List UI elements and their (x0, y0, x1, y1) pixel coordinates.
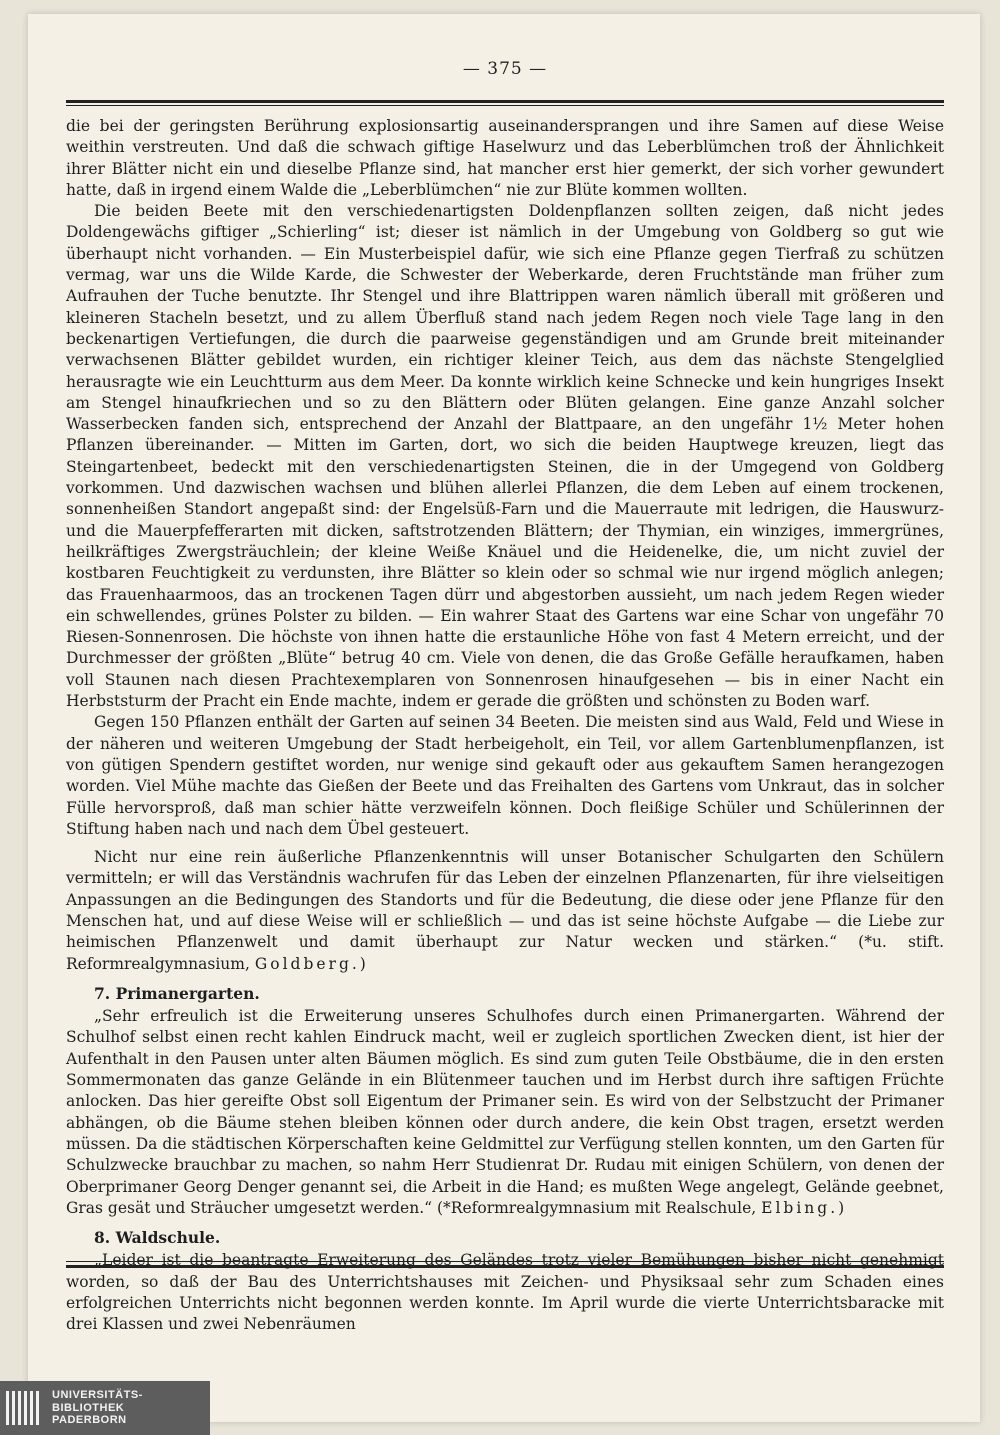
library-name (52, 1389, 143, 1427)
text-body (66, 116, 944, 1336)
paragraph-botanischer-schulgarten (66, 847, 944, 975)
page-number: — 375 — (462, 59, 548, 79)
school-place: Elbing.) (761, 1198, 848, 1217)
library-stamp (0, 1381, 210, 1435)
library-line: UNIVERSITÄTS- (52, 1389, 143, 1401)
library-line: PADERBORN (52, 1414, 127, 1426)
document-page (28, 14, 980, 1422)
paragraph-waldschule: „Leider ist die beantragte Erweiterung des Geländes trotz vieler Bemühungen bisher nicht genehmigt worden, so daß der Bau des Unterrichtshauses mit Zeichen- und Physiksaal sehr zum Schaden eines erfolgreichen Unterrichts nicht begonnen werden konnte. Im April wurde die vierte Unterrichtsbaracke mit drei Klassen und zwei Nebenräumen (66, 1251, 944, 1334)
top-double-rule (66, 100, 944, 106)
school-place: Goldberg.) (254, 954, 369, 973)
paragraph-pflanzenzahl: Gegen 150 Pflanzen enthält der Garten auf seinen 34 Beeten. Die meisten sind aus Wald, Feld und Wiese in der näheren und weiteren Umgebung der Stadt herbeigeholt, ein Teil, vor allem Gartenblumenpflanzen, ist von gütigen Spendern gestiftet worden, nur wenige sind gekauft oder aus gekauftem Samen herangezogen worden. Viel Mühe machte das Gießen der Beete und das Freihalten des Gartens vom Unkraut, das in solcher Fülle hervorsproß, daß man schier hätte verzweifeln können. Doch fleißige Schüler und Schülerinnen der Stiftung haben nach und nach dem Übel gesteuert. (66, 713, 944, 838)
library-logo-icon (6, 1391, 42, 1425)
library-line: BIBLIOTHEK (52, 1401, 125, 1414)
paragraph-primanergarten (66, 1006, 944, 1219)
section-heading-waldschule: 8. Waldschule. (94, 1228, 221, 1248)
paragraph-text: Nicht nur eine rein äußerliche Pflanzenkenntnis will unser Botanischer Schulgarten den Schülern vermitteln; er will das Verständnis wachrufen für das Leben der einzelnen Pflanzenarten, für ihre vielseitigen Anpassungen an die Bedingungen des Standorts und für die Bedeutung, die diese oder jene Pflanze für den Menschen hat, und auf diese Weise will er schließlich — und das ist seine höchste Aufgabe — die Liebe zur heimischen Pflanzenwelt und damit überhaupt zur Natur wecken und stärken.“ (*u. stift. Reformrealgymnasium, (66, 848, 944, 973)
bottom-double-rule (66, 1261, 944, 1268)
paragraph-doldenpflanzen: Die beiden Beete mit den verschiedenartigsten Doldenpflanzen sollten zeigen, daß nicht jedes Doldengewächs giftiger „Schierling“ ist; dieser ist nämlich in der Umgebung von Goldberg so gut wie überhaupt nicht vorhanden. — Ein Musterbeispiel dafür, wie sich eine Pflanze gegen Tierfraß zu schützen vermag, war uns die Wilde Karde, die Schwester der Weberkarde, deren Fruchtstände man früher zum Aufrauhen der Tuche benutzte. Ihr Stengel und ihre Blattrippen waren nämlich überall mit größeren und kleineren Stacheln besetzt, und zu allem Überfluß stand nach jedem Regen noch viele Tage lang in den beckenartigen Vertiefungen, die durch die paarweise gegenständigen und am Grunde breit miteinander verwachsenen Blätter gebildet wurden, ein richtiger kleiner Teich, aus dem das nächste Stengelglied herausragte wie ein Leuchtturm aus dem Meer. Da konnte wirklich keine Schnecke und kein hungriges Insekt am Stengel hinaufkriechen und so zu den Blättern oder Blüten gelangen. Eine ganze Anzahl solcher Wasserbecken fanden sich, entsprechend der Anzahl der Blattpaare, an den ungefähr 1½ Meter hohen Pflanzen übereinander. — Mitten im Garten, dort, wo sich die beiden Hauptwege kreuzen, liegt das Steingartenbeet, bedeckt mit den verschiedenartigsten Steinen, die in der Umgegend von Goldberg vorkommen. Und dazwischen wachsen und blühen allerlei Pflanzen, die dem Leben auf einem trockenen, sonnenheißen Standort angepaßt sind: der Engelsüß-Farn und die Mauerraute mit ledrigen, die Hauswurz- und die Mauerpfefferarten mit dicken, saftstrotzenden Blättern; der Thymian, ein winziges, immergrünes, heilkräftiges Zwergsträuchlein; der kleine Weiße Knäuel und die Heidenelke, die, um nicht zuviel der kostbaren Feuchtigkeit zu verdunsten, ihre Blätter so klein oder so schmal wie nur irgend möglich anlegen; das Frauenhaarmoos, das an trockenen Tagen dürr und abgestorben aussieht, um nach jedem Regen wieder ein schwellendes, grünes Polster zu bilden. — Ein wahrer Staat des Gartens war eine Schar von ungefähr 70 Riesen-Sonnenrosen. Die höchste von ihnen hatte die erstaunliche Höhe von fast 4 Metern erreicht, und der Durchmesser der größten „Blüte“ betrug 40 cm. Viele von denen, die das Große Gefälle heraufkamen, haben voll Staunen nach diesen Prachtexemplaren von Sonnenrosen hinaufgesehen — bis in einer Nacht ein Herbststurm der Pracht ein Ende machte, indem er gerade die größten und schönsten zu Boden warf. (66, 202, 944, 711)
paragraph-text: „Sehr erfreulich ist die Erweiterung unseres Schulhofes durch einen Primanergarten. Während der Schulhof selbst einen recht kahlen Eindruck macht, weil er zugleich sportlichen Zwecken dient, ist hier der Aufenthalt in den Pausen unter alten Bäumen möglich. Es sind zum guten Teile Obstbäume, die in den ersten Sommermonaten das ganze Gelände in ein Blütenmeer tauchen und im Herbst durch ihre saftigen Früchte anlocken. Das hier gereifte Obst soll Eigentum der Primaner sein. Es wird von der Selbstzucht der Primaner abhängen, ob die Bäume stehen bleiben können oder durch andere, die kein Obst tragen, ersetzt werden müssen. Da die städtischen Körperschaften keine Geldmittel zur Verfügung stellen konnten, um den Garten für Schulzwecke brauchbar zu machen, so nahm Herr Studienrat Dr. Rudau mit einigen Schülern, von denen der Oberprimaner Georg Denger genannt sei, die Arbeit in die Hand; es mußten Wege angelegt, Gelände geebnet, Gras gesät und Sträucher umgesetzt werden.“ (*Reformrealgymnasium mit Realschule, (66, 1007, 944, 1217)
paragraph-continuation: die bei der geringsten Berührung explosionsartig auseinandersprangen und ihre Samen auf diese Weise weithin verstreuten. Und daß die schwach giftige Haselwurz und das Leberblümchen troß der Ähnlichkeit ihrer Blätter nicht ein und dieselbe Pflanze sind, hat mancher erst hier gemerkt, der sich vorher gewundert hatte, daß in irgend einem Walde die „Leberblümchen“ nie zur Blüte kommen wollten. (66, 117, 944, 199)
section-heading-primanergarten: 7. Primanergarten. (94, 983, 260, 1003)
